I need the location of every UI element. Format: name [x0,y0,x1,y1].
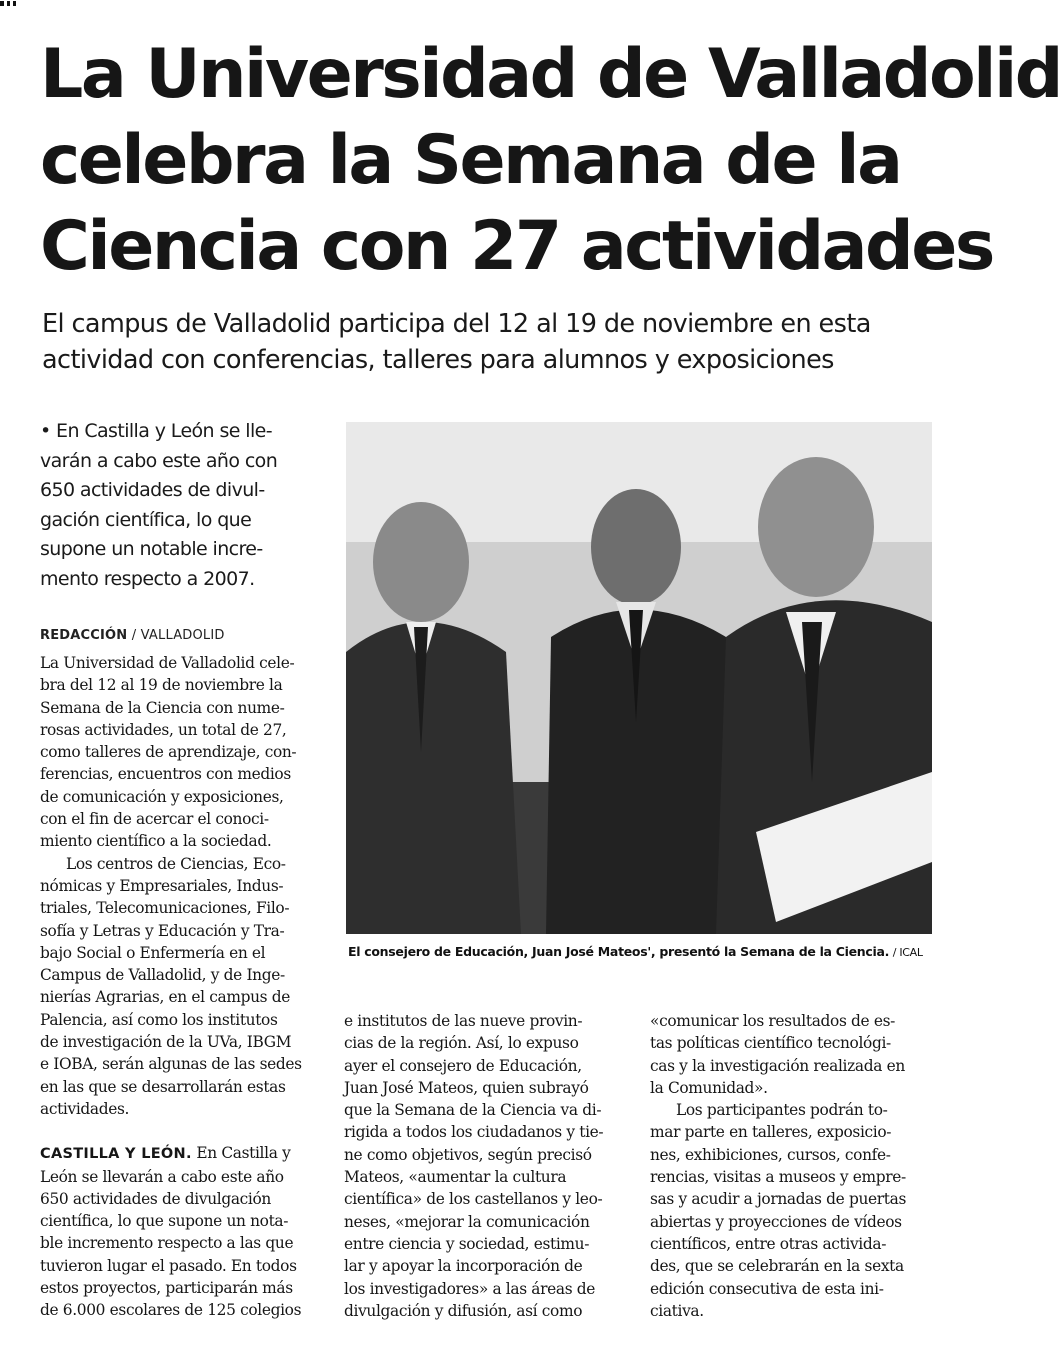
body-line: miento científico a la sociedad. [40,832,272,851]
body-line: nómicas y Empresariales, Indus- [40,876,284,895]
photo-credit: / ICAL [892,946,923,959]
body-line: los investigadores» a las áreas de [344,1279,596,1298]
body-line: nierías Agrarias, en el campus de [40,988,291,1007]
body-line: científicos, entre otras activida- [650,1234,887,1253]
body-line: bajo Social o Enfermería en el [40,943,266,962]
subheadline-line: El campus de Valladolid participa del 12 al 19 de noviembre en esta [42,309,871,339]
photo-illustration [346,422,932,934]
body-line: neses, «mejorar la comunicación [344,1212,590,1231]
article-column-3 [650,1010,932,1322]
body-line: rigida a todos los ciudadanos y tie- [344,1123,604,1142]
body-line: cias de la región. Así, lo expuso [344,1034,579,1053]
body-line: la Comunidad». [650,1078,768,1097]
body-line: que la Semana de la Ciencia va di- [344,1101,602,1120]
byline [40,628,225,643]
body-line: León se llevarán a cabo este año [40,1167,284,1186]
body-line: Palencia, así como los institutos [40,1010,278,1029]
body-line: La Universidad de Valladolid cele- [40,654,295,672]
highlight-box [40,417,315,594]
article-column-1 [40,652,322,1322]
headline-line: La Universidad de Valladolid [40,35,1061,114]
body-line: entre ciencia y sociedad, estimu- [344,1234,590,1253]
body-line: edición consecutiva de esta ini- [650,1279,884,1298]
news-photo [346,422,932,934]
body-line: en las que se desarrollarán estas [40,1077,286,1096]
body-line: bra del 12 al 19 de noviembre la [40,676,283,695]
body-text: En Castilla y [196,1144,291,1163]
headline-line: Ciencia con 27 actividades [40,207,993,286]
body-line: «comunicar los resultados de es- [650,1012,895,1030]
body-line: de 6.000 escolares de 125 colegios [40,1301,302,1320]
body-line: Campus de Valladolid, y de Inge- [40,966,285,985]
highlight-line: supone un notable incre- [40,538,263,560]
body-line: des, que se celebrarán en la sexta [650,1257,904,1276]
byline-location: / VALLADOLID [131,628,225,643]
subheadline-line: actividad con conferencias, talleres para alumnos y exposiciones [42,345,834,375]
body-line: Mateos, «aumentar la cultura [344,1168,567,1187]
body-line: nes, exhibiciones, cursos, confe- [650,1145,891,1164]
subheadline [42,306,932,378]
body-line: sofía y Letras y Educación y Tra- [40,921,285,940]
headline-line: celebra la Semana de la [40,121,901,200]
body-line: lar y apoyar la incorporación de [344,1257,583,1276]
body-line: actividades. [40,1099,130,1118]
body-line: Semana de la Ciencia con nume- [40,698,285,717]
body-line: triales, Telecomunicaciones, Filo- [40,899,290,918]
body-line: tas políticas científico tecnológi- [650,1034,891,1053]
body-line: tuvieron lugar el pasado. En todos [40,1256,297,1275]
section-kicker: CASTILLA Y LEÓN. [40,1146,192,1163]
byline-section: REDACCIÓN [40,628,128,643]
body-line [40,1142,322,1165]
body-line: científica» de los castellanos y leo- [344,1190,603,1209]
corner-scan-mark [0,0,20,8]
highlight-line: varán a cabo este año con [40,449,278,472]
body-line: divulgación y difusión, así como [344,1301,583,1320]
body-line: como talleres de aprendizaje, con- [40,743,297,762]
body-line: ayer el consejero de Educación, [344,1056,582,1075]
body-line: Los centros de Ciencias, Eco- [66,854,286,873]
body-line: Juan José Mateos, quien subrayó [344,1078,589,1097]
body-line: ferencias, encuentros con medios [40,765,291,784]
highlight-line: 650 actividades de divul- [40,479,265,501]
body-line: ciativa. [650,1301,704,1320]
body-line: ble incremento respecto a las que [40,1234,294,1253]
body-line: 650 actividades de divulgación [40,1189,271,1208]
body-line: sas y acudir a jornadas de puertas [650,1190,906,1209]
highlight-line: mento respecto a 2007. [40,567,255,590]
body-line: con el fin de acercar el conoci- [40,810,269,829]
body-line: Los participantes podrán to- [676,1101,888,1120]
body-line: estos proyectos, participarán más [40,1279,293,1298]
body-line: ne como objetivos, según precisó [344,1145,592,1164]
article-column-2 [344,1010,626,1322]
body-line: e IOBA, serán algunas de las sedes [40,1055,302,1074]
body-line: e institutos de las nueve provin- [344,1012,583,1030]
highlight-line: • En Castilla y León se lle- [40,420,272,442]
body-line: abiertas y proyecciones de vídeos [650,1212,902,1231]
photo-caption [348,944,934,959]
body-line: de comunicación y exposiciones, [40,787,284,806]
caption-text: El consejero de Educación, Juan José Mateos', presentó la Semana de la Ciencia. [348,944,890,959]
body-line: científica, lo que supone un nota- [40,1212,289,1231]
headline [40,32,1061,290]
body-line: cas y la investigación realizada en [650,1056,905,1075]
body-line: mar parte en talleres, exposicio- [650,1123,892,1142]
body-line: rosas actividades, un total de 27, [40,720,287,739]
body-line: rencias, visitas a museos y empre- [650,1168,906,1187]
body-line: de investigación de la UVa, IBGM [40,1033,292,1052]
highlight-line: gación científica, lo que [40,508,252,531]
